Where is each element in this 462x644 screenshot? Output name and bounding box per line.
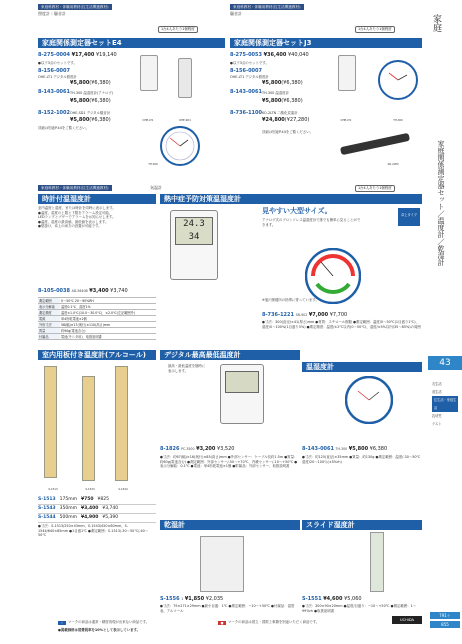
cell-tax: ¥5,390 [102,515,119,520]
price-row: S-1556 1 ¥1,850 ¥2,035 [160,596,224,602]
sound-meter-image [178,58,192,98]
spec-value: 電池(モニタ用)、取扱説明書 [61,335,102,339]
brand-logo: UCHIDA [392,616,422,624]
cell-tax: ¥3,740 [102,506,119,511]
spec-key: 付属品 [38,334,60,339]
spec-value: 温度0.1℃、湿度1% [61,305,91,309]
digital-thermometer-image [220,364,264,424]
cell-price: ¥750 [81,497,94,502]
install-mark-icon: ■ [218,621,226,625]
spec-text: ●寸法：300(直径)×41(厚さ)mm ●材質：スチロール樹脂 ●測定範囲：温度/0〜50℃(1目盛り1℃)、湿度/0〜100%(1目盛り5%) ●測定精度：温度/±2℃以内(0〜50℃)、湿度/±5%以内(35〜85%)の周囲 [262,320,421,329]
spec-table [38,297,156,340]
cell-len: 500mm [59,515,77,520]
price-row: 8-736-1100 [230,110,262,116]
footnote: ※旭川保健所の指導に寄っています。 [262,298,319,302]
spec-row [38,334,156,340]
set-note: ●以下3点のセットです。 [230,61,269,65]
table-row [38,496,156,505]
thermometer-image [82,376,95,481]
footnote: 詳細は別途P.44をご覧ください。 [38,126,89,130]
product-description: 室内温度と湿度、または時計を同時に表示します。 ●温度、湿度の上限と下限をアラーム設定可能。 LEDランプとブザーでアラームをお知らせします。 ●温度、湿度の最高値、最低値を表示します。 ●壁掛け、卓上の両方の設置が可能です。 [38,206,116,229]
spec-key: 測定範囲 [38,298,60,303]
image-label: TH-300 [393,119,403,122]
set-note: ●以下3点のセットです。 [38,61,77,65]
cell-tax: ¥825 [97,497,109,502]
side-title: 家庭 [431,14,441,32]
footer-prefix: 791＋ [430,612,460,619]
image-label: S-1513 [48,488,58,491]
sub-label: 騒音計 [230,11,242,16]
spec-text: ●寸法：79×271×29mm ●最小目盛：1℃ ●測定範囲：−10〜+50℃ ●付属品：湿度表、アルコール [160,604,295,613]
price-row: 8-275-0053 ¥36,400 ¥40,040 [230,52,309,58]
product-title: 室内用板付き温度計(アルコール) [38,350,156,360]
price-row: 8-275-0004 ¥17,400 ¥19,140 [38,52,117,58]
price-row: 8-105-0038 AD-5640B ¥3,400 ¥3,740 [38,288,128,294]
product-title: 家庭関係測定器セットJ3 [230,38,422,48]
image-label: S-1544 [118,488,128,491]
usage-pill: 1台4人あたり1個程度 [355,26,395,33]
cell-len: 350mm [59,506,77,511]
cell-price: ¥3,400 [81,506,99,511]
slide-hygrometer-image [370,532,384,592]
usage-pill: 1台4人あたり1個程度 [355,185,395,192]
product-title: 乾湿計 [160,520,300,530]
sub-label: 気温計 [150,185,162,190]
footer-note: マークの商品は通常・精度再現が出来ない商品です。 [68,620,150,624]
spec-value: 0〜50℃ 20〜90%RH [61,299,94,303]
category-label: 家庭科教材・体験用教材(住生活関連教材) [230,4,304,10]
heatstroke-gauge-image [305,248,361,304]
image-label: OHE-SD1 [179,119,191,122]
thermo-hygrometer-image [345,376,393,424]
product-name: OHE-LT1 デジタル照度計 [38,75,77,79]
side-tab[interactable]: テスト [432,422,442,426]
spec-value: 約90g(電池含む) [61,329,86,333]
lux-meter-image [140,55,158,91]
tax-note: ●掲載価格は消費税率を10%として表示しています。 [58,628,141,632]
spec-text: ●寸法：約67(幅)×16(奥行)×85(高さ)mm ●外部センサー：ケーブル長約1.5m ●質量：約60g(電池含む) ●測定範囲：外部センサー/-50〜+70℃、内蔵センサー/-10〜+50℃ ●表示分解能：0.1℃ ●電池：単4形乾電池×1個 ●附属品：外部センサー、取扱説明書 [160,455,298,469]
price-row: 8-156-0007 [230,68,262,74]
cell-price: ¥4,900 [81,515,99,520]
category-label: 家庭科教材・体験用教材(住生活関連教材) [38,4,112,10]
price-row: S-1551 ¥4,600 ¥5,060 [302,596,362,602]
cell-code: S-1543 [38,506,56,511]
spec-key: 外形寸法 [38,322,60,327]
side-tab[interactable]: 衣生活 [432,382,442,386]
spec-key: 測定精度 [38,310,60,315]
spec-value: 58(幅)×17(奥行)×110(高さ)mm [61,323,111,327]
footnote: 詳細は別途P.44をご覧ください。 [262,130,313,134]
spec-key: 電源 [38,316,60,321]
table-row [38,514,156,523]
product-title: スライド湿度計 [302,520,422,530]
price-row: 8-143-0061 TH-300 ¥5,800 ¥6,380 [302,446,388,452]
price-row: ¥5,800(¥6,380) [70,117,111,123]
clock-hygrometer-image: 24.3 34 [170,210,218,280]
table-row [38,505,156,514]
spec-key: 表示分解能 [38,304,60,309]
cell-code: S-1544 [38,515,56,520]
price-row: ¥24,800(¥27,280) [262,117,310,123]
price-row: 8-156-0007 [38,68,70,74]
lux-meter-image [338,55,356,91]
side-tab[interactable]: 乳幼児 [432,414,442,418]
image-label: OHE-LT1 [340,119,352,122]
price-row: 8-736-1221 SN-902 ¥7,000 ¥7,700 [262,312,348,318]
product-name: TH-300 温湿度計 [262,91,289,95]
side-index [428,0,462,644]
price-row: 8-152-1002 [38,110,70,116]
tabletop-badge: 卓上タイプ [398,208,420,226]
image-label: KO-2LTN [387,163,399,166]
spec-text: ●寸法：S-1513/250×43mm、S-1543/450×80mm、S-1544/640×85mm ●1目盛1℃ ●測定範囲：S-1513/-30〜50℃/-40〜50℃ [38,524,149,538]
product-title: 熱中症予防対策温湿度計 [160,194,422,204]
cell-code: S-1513 [38,497,56,502]
usage-pill: 1台4人あたり1個程度 [158,26,198,33]
footer-page: 855 [430,621,460,628]
price-row: ¥5,800(¥6,380) [262,98,303,104]
product-name: KO-2LTN 二酸化炭素計 [262,111,298,115]
category-label: 家庭科教材・体験用教材(住生活関連教材) [38,185,112,191]
product-subtitle: 見やすい大型サイズ。 [262,207,332,215]
sub-label: 照度計｜騒音計 [38,11,66,16]
price-row: ¥5,800(¥6,380) [262,80,303,86]
price-row: 8-143-0061 [38,89,70,95]
spec-key: 質量 [38,328,60,333]
side-vertical-title: 家庭関係測定器セット／温度計／乾湿計 [437,140,445,266]
product-title: 時計付温湿度計 [38,194,156,204]
product-title: 家庭関係測定器セットE4 [38,38,225,48]
page-number-tab: 43 [428,356,462,370]
spec-value: 単4形乾電池×2個 [61,317,87,321]
image-label: TH-300 [148,163,158,166]
product-name: OHE-LT1 デジタル照度計 [230,75,269,79]
side-tab[interactable]: 食生活 [432,390,442,394]
product-title: デジタル最高最低温度計 [160,350,300,360]
thermometer-image [44,366,57,478]
warning-mark-icon: ! [58,621,66,625]
product-description: アナログ式のブロンドレス温湿度計で誰でも簡単に見ることができます。 [262,218,361,227]
footer-note: マークの商品は国立・国際工事費を別途いただく商品です。 [228,620,320,624]
spec-text: ●寸法：約125(直径)×35mm ●質量：約130g ●測定範囲：温度/-30〜50℃ 湿度/20〜100％(±5%rh) [302,455,421,464]
co2-meter-image [340,133,410,155]
spec-value: 温度±1.0℃(10.0〜30.0℃)、±2.0℃(左記範囲外) [61,311,136,315]
spec-text: ●寸法：300×90×20mm ●温度/目盛り：−10〜+50℃ ●測定範囲：1〜99%rh ●取扱説明書 [302,604,417,613]
image-label: S-1543 [85,488,95,491]
side-tabs [432,380,458,428]
cell-len: 175mm [59,497,77,502]
size-table [38,496,156,523]
product-name: OHE-SD1 デジタル騒音計 [70,111,111,115]
price-row: ¥5,800(¥6,380) [70,98,111,104]
thermometer-image [115,366,128,481]
product-description: 最高・最低温度を随時に表示します。 [168,364,206,373]
side-tab[interactable]: 住生活・家庭生活 [434,398,457,410]
thermo-hygrometer-image [160,126,200,166]
image-label: OHE-LT1 [142,119,154,122]
price-row: 8-143-0061 [230,89,262,95]
price-row: 8-1826 PC-3500 ¥3,200 ¥3,520 [160,446,235,452]
psychrometer-image [200,536,244,592]
price-row: ¥5,800(¥6,380) [70,80,111,86]
thermo-hygrometer-image [378,60,418,100]
product-title: 温湿度計 [302,362,422,372]
product-name: TH-300 温湿度計(アナログ) [70,91,114,95]
